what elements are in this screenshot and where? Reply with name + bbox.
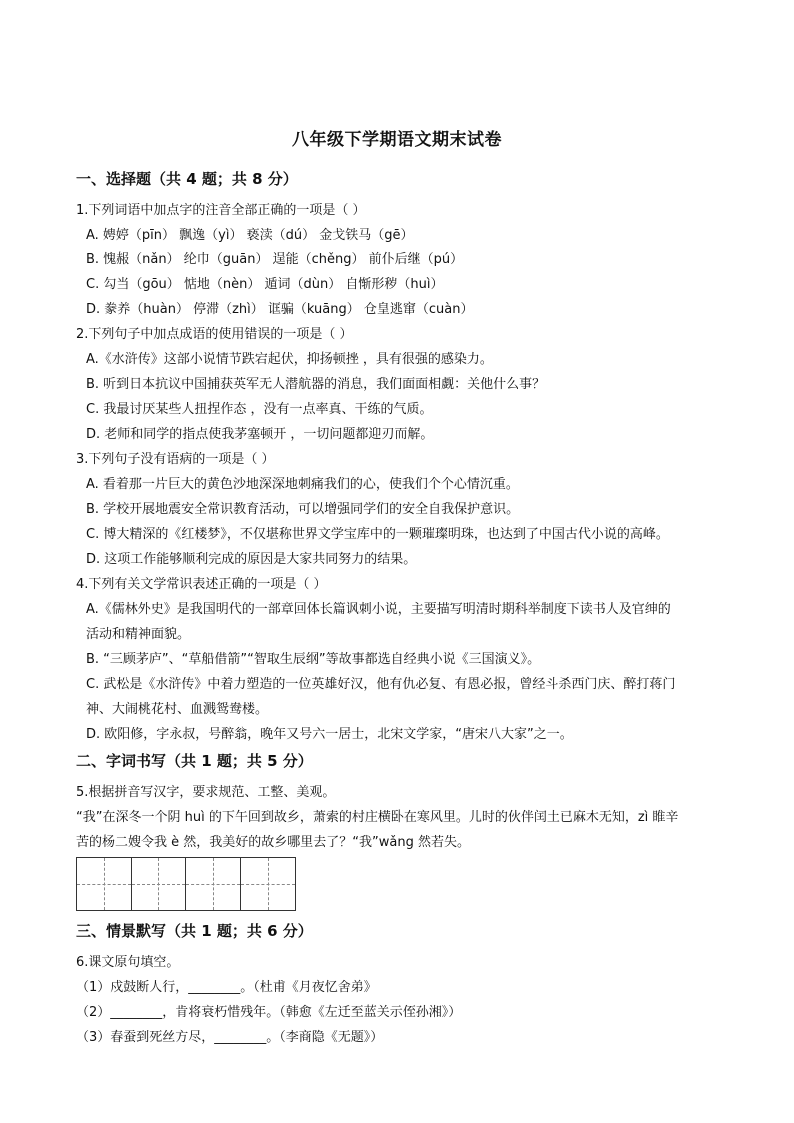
question-3-option-c: C. 博大精深的《红楼梦》，不仅堪称世界文学宝库中的一颗璀璨明珠，也达到了中国古代小说的高峰。	[86, 527, 669, 542]
section-heading-recitation: 三、情景默写（共 1 题；共 6 分）	[76, 922, 313, 940]
question-6-item-3: （3）春蚕到死丝方尽，________。（李商隐《无题》）	[76, 1030, 384, 1045]
question-2-option-b: B. 听到日本抗议中国捕获英军无人潜航器的消息，我们面面相觑：关他什么事？	[86, 377, 546, 392]
question-6-item-2: （2）________，肯将衰朽惜残年。（韩愈《左迁至蓝关示侄孙湘》）	[76, 1005, 462, 1020]
writing-grid-cell-3[interactable]	[186, 858, 241, 910]
question-6-stem: 6.课文原句填空。	[76, 955, 180, 970]
question-3-option-a: A. 看着那一片巨大的黄色沙地深深地刺痛我们的心，使我们个个心情沉重。	[86, 477, 519, 492]
writing-grid-cell-4[interactable]	[241, 858, 296, 910]
question-1-option-a: A. 娉婷（pīn） 飘逸（yì） 亵渎（dú） 金戈铁马（gē）	[86, 228, 414, 243]
question-4-stem: 4.下列有关文学常识表述正确的一项是（ ）	[76, 577, 327, 592]
question-3-option-b: B. 学校开展地震安全常识教育活动，可以增强同学们的安全自我保护意识。	[86, 502, 520, 517]
question-4-option-a-continued: 活动和精神面貌。	[86, 627, 191, 642]
question-4-option-a: A.《儒林外史》是我国明代的一部章回体长篇讽刺小说，主要描写明清时期科举制度下读书人及官绅的	[86, 602, 671, 617]
writing-grid-cell-1[interactable]	[77, 858, 132, 910]
section-heading-choice: 一、选择题（共 4 题；共 8 分）	[76, 170, 298, 188]
writing-grid[interactable]	[76, 857, 296, 911]
section-heading-writing: 二、字词书写（共 1 题；共 5 分）	[76, 752, 313, 770]
question-4-option-d: D. 欧阳修，字永叔，号醉翁，晚年又号六一居士，北宋文学家，“唐宋八大家”之一。	[86, 727, 573, 742]
writing-grid-cell-2[interactable]	[132, 858, 187, 910]
question-3-option-d: D. 这项工作能够顺利完成的原因是大家共同努力的结果。	[86, 552, 417, 567]
question-3-stem: 3.下列句子没有语病的一项是（ ）	[76, 452, 275, 467]
question-5-stem: 5.根据拼音写汉字，要求规范、工整、美观。	[76, 785, 336, 800]
question-4-option-c: C. 武松是《水浒传》中着力塑造的一位英雄好汉，他有仇必复、有恩必报，曾经斗杀西门庆、醉打蒋门	[86, 677, 676, 692]
question-2-option-d: D. 老师和同学的指点使我茅塞顿开 ，一切问题都迎刃而解。	[86, 427, 434, 442]
question-2-option-a: A.《水浒传》这部小说情节跌宕起伏，抑扬顿挫 ，具有很强的感染力。	[86, 352, 493, 367]
question-5-passage-line-1: “我”在深冬一个阴 huì 的下午回到故乡，萧索的村庄横卧在寒风里。儿时的伙伴闰土已麻木无知，zì 睢辛	[76, 810, 679, 825]
question-4-option-b: B. “三顾茅庐”、“草船借箭”“智取生辰纲”等故事都选自经典小说《三国演义》。	[86, 652, 541, 667]
question-2-option-c: C. 我最讨厌某些人扭捏作态 ，没有一点率真、干练的气质。	[86, 402, 433, 417]
question-6-item-1: （1）戍鼓断人行，________。（杜甫《月夜忆舍弟》	[76, 980, 377, 995]
question-5-passage-line-2: 苦的杨二嫂令我 è 然，我美好的故乡哪里去了？“我”wǎng 然若失。	[76, 835, 470, 850]
question-1-option-c: C. 勾当（gōu） 惦地（nèn） 遁词（dùn） 自惭形秽（huì）	[86, 277, 444, 292]
question-1-stem: 1.下列词语中加点字的注音全部正确的一项是（ ）	[76, 203, 366, 218]
page-title: 八年级下学期语文期末试卷	[292, 130, 502, 150]
question-1-option-d: D. 豢养（huàn） 停滞（zhì） 诓骗（kuāng） 仓皇逃窜（cuàn）	[86, 302, 474, 317]
question-4-option-c-continued: 神、大闹桃花村、血溅鸳鸯楼。	[86, 702, 269, 717]
question-1-option-b: B. 愧赧（nǎn） 纶巾（guān） 逞能（chěng） 前仆后继（pú）	[86, 252, 464, 267]
question-2-stem: 2.下列句子中加点成语的使用错误的一项是（ ）	[76, 327, 353, 342]
